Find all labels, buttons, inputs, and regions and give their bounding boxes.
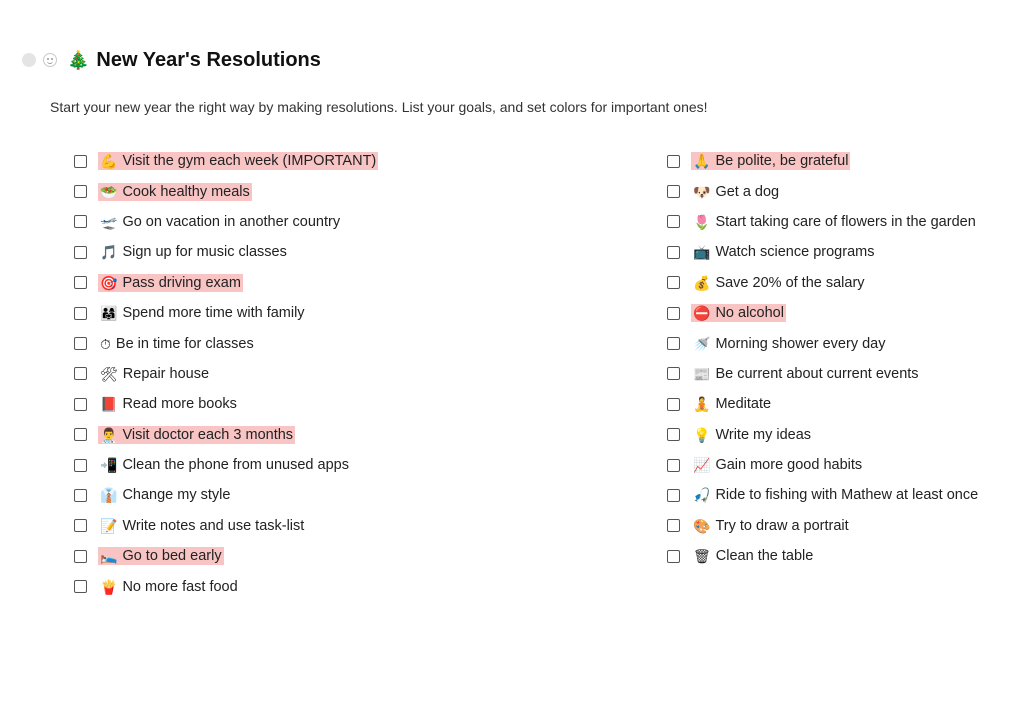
checklist-item-label[interactable] [691, 426, 813, 444]
item-text: Start taking care of flowers in the garden [715, 213, 976, 230]
checkbox[interactable] [667, 398, 680, 411]
checkbox[interactable] [74, 519, 87, 532]
checklist-item-label[interactable] [691, 365, 921, 383]
item-text: Pass driving exam [122, 274, 241, 291]
checkbox[interactable] [667, 367, 680, 380]
title-row [22, 46, 321, 74]
checkbox[interactable] [74, 337, 87, 350]
item-text: Sign up for music classes [122, 244, 287, 261]
item-emoji-icon: 💰 [693, 274, 711, 291]
checklist-item [667, 541, 980, 571]
checkbox[interactable] [667, 519, 680, 532]
item-text: Save 20% of the salary [715, 274, 865, 291]
checklist-item [667, 420, 980, 450]
checklist-item [74, 389, 378, 419]
checklist-item-label[interactable] [691, 304, 786, 322]
item-emoji-icon: 👨‍👩‍👧 [100, 305, 118, 322]
item-text: Cook healthy meals [122, 183, 250, 200]
item-emoji-icon: ⛔ [693, 305, 711, 322]
item-emoji-icon: 🎣 [693, 487, 711, 504]
item-emoji-icon: 🛫 [100, 213, 118, 230]
checkbox[interactable] [74, 276, 87, 289]
checkbox[interactable] [667, 307, 680, 320]
item-text: Write notes and use task-list [122, 517, 305, 534]
item-emoji-icon: 🛌 [100, 548, 118, 565]
checkbox[interactable] [74, 550, 87, 563]
page-icon-placeholder[interactable] [22, 53, 36, 67]
checklist-item [74, 571, 378, 601]
checklist-item-label[interactable] [98, 213, 342, 231]
checklist-item [667, 511, 980, 541]
item-emoji-icon: ⏱ [100, 335, 111, 352]
checklist-item [74, 207, 378, 237]
item-emoji-icon: 💡 [693, 426, 711, 443]
checklist-item-label[interactable] [98, 152, 378, 170]
checkbox[interactable] [74, 580, 87, 593]
item-text: Change my style [122, 487, 231, 504]
checklist-item [667, 268, 980, 298]
checklist-item [74, 450, 378, 480]
checkbox[interactable] [667, 155, 680, 168]
checklist-item-label[interactable] [691, 152, 850, 170]
left-checklist [74, 146, 378, 602]
checklist-item-label[interactable] [98, 304, 307, 322]
item-text: Be polite, be grateful [715, 153, 849, 170]
item-text: Try to draw a portrait [715, 517, 849, 534]
checkbox[interactable] [667, 276, 680, 289]
checklist-item-label[interactable] [691, 274, 867, 292]
checklist-item-label[interactable] [691, 547, 815, 565]
item-text: No more fast food [122, 578, 238, 595]
checklist-item [667, 237, 980, 267]
item-emoji-icon: 🌷 [693, 213, 711, 230]
checklist-item-label[interactable] [98, 335, 256, 353]
checklist-item-label[interactable] [98, 274, 243, 292]
page-description: Start your new year the right way by making resolutions. List your goals, and set colors for important ones! [50, 99, 708, 115]
item-emoji-icon: 🍟 [100, 578, 118, 595]
checklist-item-label[interactable] [98, 365, 211, 383]
checklist-item-label[interactable] [98, 243, 289, 261]
checkbox[interactable] [74, 185, 87, 198]
checklist-item [667, 389, 980, 419]
checkbox[interactable] [667, 489, 680, 502]
item-emoji-icon: 📕 [100, 396, 118, 413]
checklist-item-label[interactable] [98, 578, 240, 596]
item-emoji-icon: 📝 [100, 517, 118, 534]
checklist-item-label[interactable] [691, 183, 781, 201]
checklist-item-label[interactable] [98, 517, 306, 535]
item-emoji-icon: 🐶 [693, 183, 711, 200]
checklist-item-label[interactable] [691, 395, 773, 413]
checklist-item [74, 541, 378, 571]
checklist-item [667, 480, 980, 510]
checklist-item-label[interactable] [691, 213, 978, 231]
checkbox[interactable] [74, 428, 87, 441]
checkbox[interactable] [74, 489, 87, 502]
item-emoji-icon: 🚿 [693, 335, 711, 352]
checkbox[interactable] [74, 155, 87, 168]
item-emoji-icon: 🛠 [100, 365, 118, 382]
item-emoji-icon: 📲 [100, 457, 118, 474]
item-text: Be in time for classes [115, 335, 254, 352]
item-text: Visit the gym each week (IMPORTANT) [122, 153, 377, 170]
checklist-item [667, 450, 980, 480]
item-text: No alcohol [715, 305, 784, 322]
checkbox[interactable] [667, 246, 680, 259]
checkbox[interactable] [667, 185, 680, 198]
checklist-item-label[interactable] [691, 456, 864, 474]
item-emoji-icon: 🎯 [100, 274, 118, 291]
item-text: Repair house [122, 365, 210, 382]
right-checklist [667, 146, 980, 571]
checklist-item [74, 480, 378, 510]
item-emoji-icon: 🎨 [693, 517, 711, 534]
item-emoji-icon: 💪 [100, 153, 118, 170]
checkbox[interactable] [74, 307, 87, 320]
checklist-item-label[interactable] [98, 183, 252, 201]
checkbox[interactable] [667, 428, 680, 441]
item-text: Read more books [122, 396, 237, 413]
checkbox[interactable] [667, 459, 680, 472]
item-text: Get a dog [715, 183, 780, 200]
checklist-item-label[interactable] [98, 426, 295, 444]
checklist-item-label[interactable] [691, 486, 980, 504]
item-text: Go to bed early [122, 548, 222, 565]
checklist-item-label[interactable] [98, 547, 224, 565]
checklist-item-label[interactable] [98, 456, 351, 474]
checkbox[interactable] [667, 337, 680, 350]
item-emoji-icon: 🗑 [693, 548, 711, 565]
item-emoji-icon: 👔 [100, 487, 118, 504]
item-emoji-icon: 📈 [693, 457, 711, 474]
checkbox[interactable] [74, 459, 87, 472]
checklist-item-label[interactable] [691, 243, 876, 261]
item-text: Clean the table [715, 548, 814, 565]
checkbox[interactable] [74, 215, 87, 228]
checklist-item [667, 146, 980, 176]
item-text: Morning shower every day [715, 335, 886, 352]
checklist-item [667, 207, 980, 237]
checklist-item-label[interactable] [691, 517, 851, 535]
checkbox[interactable] [74, 246, 87, 259]
checkbox[interactable] [74, 398, 87, 411]
item-emoji-icon: 📺 [693, 244, 711, 261]
item-text: Watch science programs [715, 244, 875, 261]
item-emoji-icon: 🥗 [100, 183, 118, 200]
checklist-item [74, 146, 378, 176]
checklist-item [667, 328, 980, 358]
checklist-item-label[interactable] [98, 486, 232, 504]
checklist-item [74, 268, 378, 298]
checklist-item [667, 359, 980, 389]
add-icon-smiley-icon[interactable] [43, 53, 57, 67]
checkbox[interactable] [74, 367, 87, 380]
item-emoji-icon: 🧘 [693, 396, 711, 413]
checklist-item [74, 420, 378, 450]
item-emoji-icon: 👨‍⚕️ [100, 426, 118, 443]
christmas-tree-icon: 🎄 [67, 50, 90, 70]
item-text: Meditate [715, 396, 772, 413]
item-emoji-icon: 🙏 [693, 153, 711, 170]
checklist-item [74, 176, 378, 206]
item-text: Ride to fishing with Mathew at least once [715, 487, 979, 504]
item-text: Go on vacation in another country [122, 213, 341, 230]
item-emoji-icon: 📰 [693, 365, 711, 382]
item-text: Gain more good habits [715, 457, 863, 474]
item-text: Spend more time with family [122, 305, 305, 322]
checklist-item [74, 237, 378, 267]
checklist-item [74, 511, 378, 541]
checklist-item [667, 298, 980, 328]
item-text: Clean the phone from unused apps [122, 457, 349, 474]
item-text: Write my ideas [715, 426, 812, 443]
item-emoji-icon: 🎵 [100, 244, 118, 261]
item-text: Be current about current events [715, 365, 919, 382]
checklist-item-label[interactable] [691, 335, 888, 353]
page-title: New Year's Resolutions [96, 48, 321, 71]
checklist-item [74, 298, 378, 328]
checkbox[interactable] [667, 550, 680, 563]
checkbox[interactable] [667, 215, 680, 228]
checklist-item-label[interactable] [98, 395, 239, 413]
checklist-item [667, 176, 980, 206]
checklist-item [74, 328, 378, 358]
checklist-item [74, 359, 378, 389]
item-text: Visit doctor each 3 months [122, 426, 294, 443]
